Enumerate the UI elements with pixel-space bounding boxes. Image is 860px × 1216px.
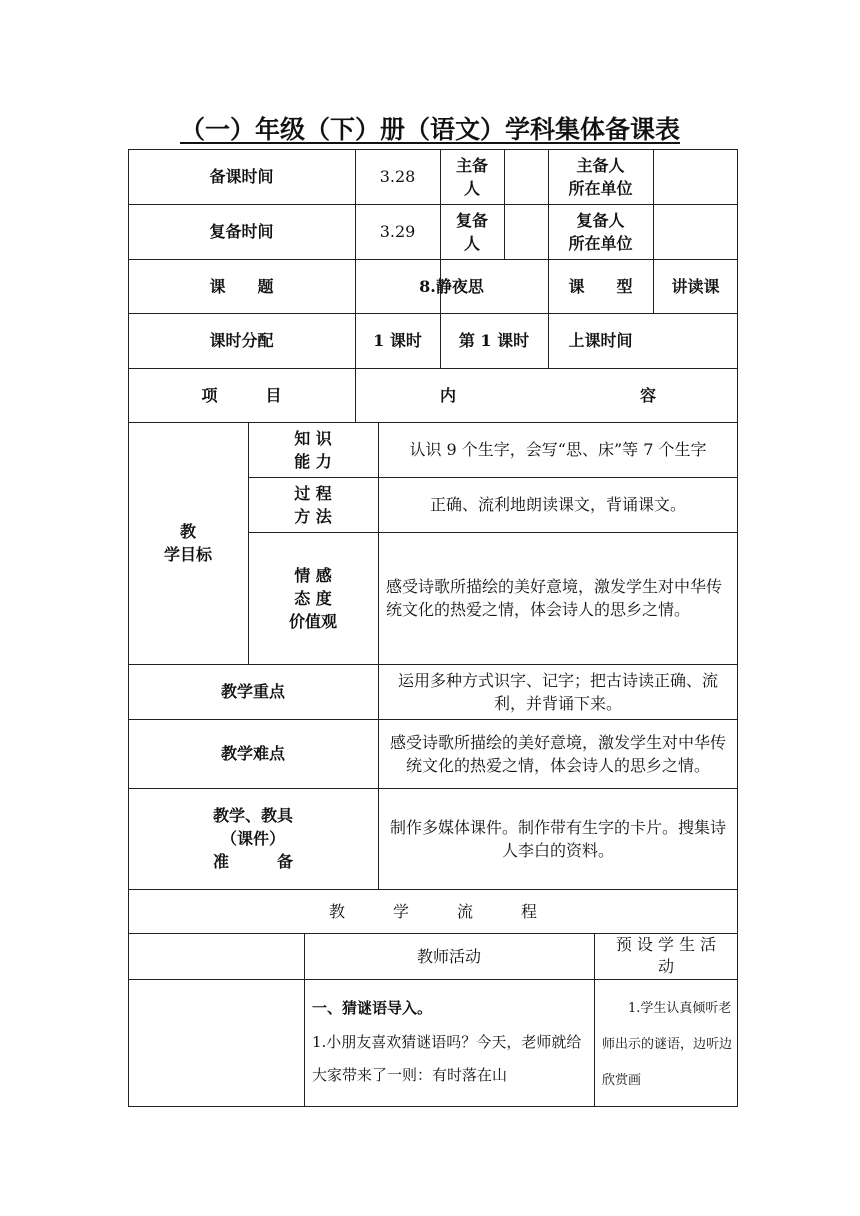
emotion-label: 情 感 态 度 价值观 <box>288 565 337 631</box>
main-preparer-value <box>504 149 548 204</box>
main-preparer-label: 主备 人 <box>455 155 488 198</box>
emotion-value: 感受诗歌所描绘的美好意境，激发学生对中华传统文化的热爱之情，体会诗人的思乡之情。 <box>386 577 723 619</box>
review-preparer-label: 复备 人 <box>455 210 488 253</box>
type-value: 讲读课 <box>671 276 720 296</box>
difficulty-value: 感受诗歌所描绘的美好意境，激发学生对中华传统文化的热爱之情，体会诗人的思乡之情。 <box>389 732 726 775</box>
review-time-value: 3.29 <box>379 222 416 241</box>
materials-label-line3: 准 备 <box>212 852 293 871</box>
knowledge-value: 认识 9 个生字，会写“思、床”等 7 个生字 <box>409 440 707 459</box>
knowledge-label: 知 识 能 力 <box>294 428 332 471</box>
process-value: 正确、流利地朗读课文，背诵课文。 <box>429 495 686 514</box>
student-activity-text: 1.学生认真倾听老师出示的谜语，边听边欣赏画 <box>602 1001 733 1088</box>
main-unit-value <box>653 149 738 204</box>
item-header: 项 目 <box>201 385 282 405</box>
class-time-value <box>653 313 738 368</box>
teacher-step-title: 一、猜谜语导入。 <box>312 999 433 1017</box>
materials-value: 制作多媒体课件。制作带有生字的卡片。搜集诗人李白的资料。 <box>389 817 726 860</box>
period-value: 1 课时 <box>373 331 422 350</box>
materials-label-line2: （课件） <box>220 829 285 848</box>
prep-time-value: 3.28 <box>379 167 416 186</box>
page-title: （一）年级（下）册（语文）学科集体备课表 <box>179 115 680 144</box>
teacher-activity-header: 教师活动 <box>416 946 481 966</box>
goals-label: 教 学目标 <box>163 522 212 564</box>
type-label: 课 型 <box>568 276 633 296</box>
class-time-label: 上课时间 <box>568 331 633 350</box>
difficulty-label: 教学难点 <box>220 744 285 763</box>
key-point-label: 教学重点 <box>220 682 285 701</box>
topic-label: 课 题 <box>209 276 274 296</box>
review-time-label: 复备时间 <box>209 222 274 241</box>
student-activity-header: 预 设 学 生 活 动 <box>615 935 717 976</box>
prep-time-label: 备课时间 <box>209 167 274 186</box>
teacher-step-text: 1.小朋友喜欢猜谜语吗？今天，老师就给大家带来了一则：有时落在山 <box>312 1033 582 1084</box>
key-point-value: 运用多种方式识字、记字；把古诗读正确、流利，并背诵下来。 <box>397 670 718 713</box>
main-unit-label: 主备人 所在单位 <box>568 155 633 198</box>
review-unit-value <box>653 204 738 259</box>
process-label: 过 程 方 法 <box>294 483 332 526</box>
content-header-2: 容 <box>639 385 656 405</box>
materials-label <box>128 788 378 889</box>
review-unit-label: 复备人 所在单位 <box>568 210 633 253</box>
period-label: 课时分配 <box>209 331 274 350</box>
period-current: 第 1 课时 <box>458 331 530 350</box>
flow-heading: 教 学 流 程 <box>328 901 537 921</box>
row-divider <box>128 979 738 980</box>
review-preparer-value <box>504 204 548 259</box>
topic-value: 8.静夜思 <box>419 276 484 296</box>
materials-label-line1: 教学、教具 <box>212 806 293 825</box>
content-header-1: 内 <box>439 385 456 405</box>
